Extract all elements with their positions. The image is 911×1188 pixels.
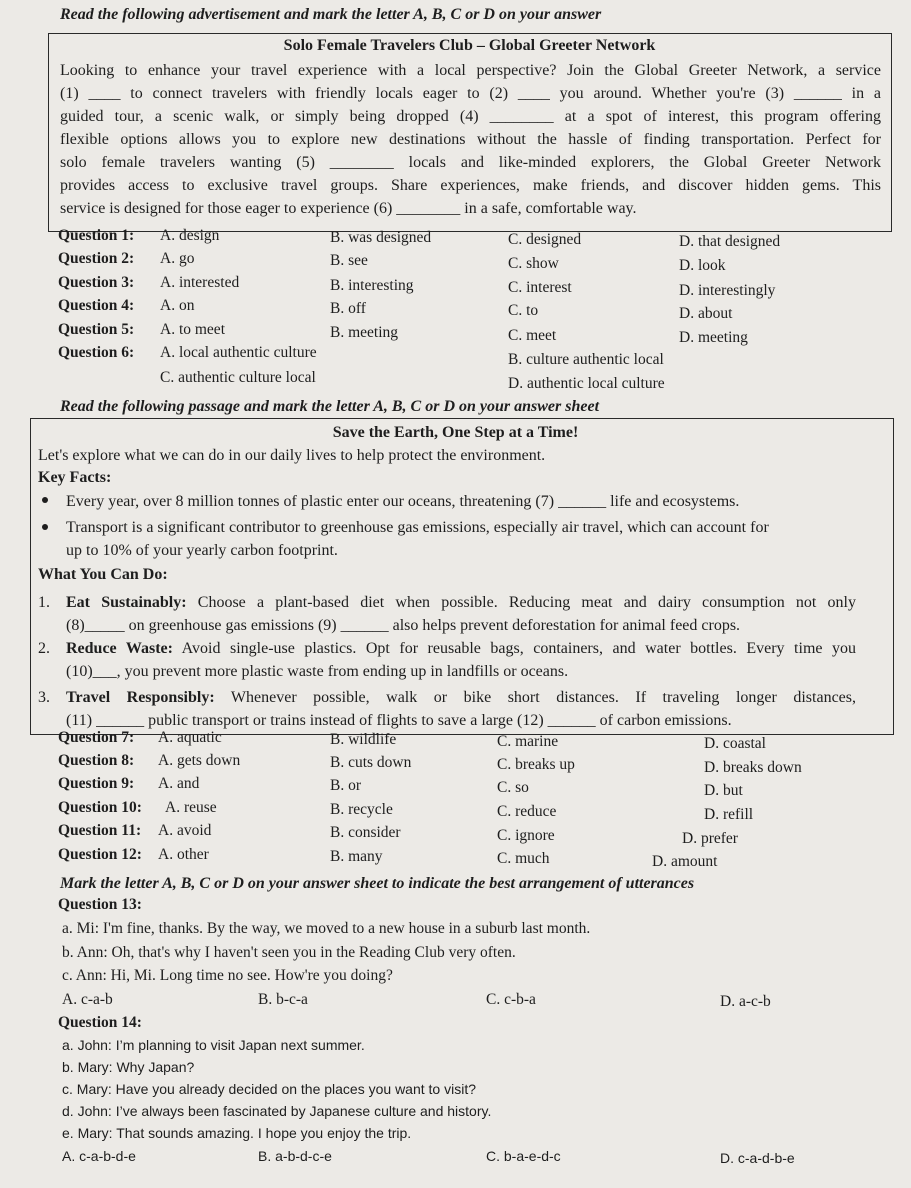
option-a[interactable]: A. on — [160, 297, 195, 314]
question-label: Question 11: — [58, 822, 142, 839]
bullet-fact-1: Every year, over 8 million tonnes of plastic enter our oceans, threatening (7) ______ life and ecosystems. — [66, 493, 740, 510]
question-label: Question 4: — [58, 297, 135, 314]
option-a[interactable]: A. interested — [160, 274, 240, 291]
option-b[interactable]: B. meeting — [330, 324, 399, 341]
question-label: Question 8: — [58, 752, 135, 769]
option-b[interactable]: B. or — [330, 777, 361, 794]
option-d[interactable]: D. c-a-d-b-e — [720, 1150, 795, 1166]
key-facts-heading: Key Facts: — [38, 469, 112, 486]
option-c[interactable]: C. so — [497, 779, 529, 796]
option-d[interactable]: D. prefer — [682, 830, 738, 847]
item2-line1 — [66, 637, 856, 660]
utterance: c. Ann: Hi, Mi. Long time no see. How're you doing? — [62, 967, 393, 984]
question-label: Question 12: — [58, 846, 142, 863]
option-b[interactable]: B. see — [330, 252, 368, 269]
question-label: Question 2: — [58, 250, 135, 267]
option-c[interactable]: C. to — [508, 302, 539, 319]
option-d[interactable]: D. coastal — [704, 735, 766, 752]
advertisement-text — [60, 59, 881, 220]
section2-instruction: Read the following passage and mark the letter A, B, C or D on your answer sheet — [60, 398, 600, 415]
question-label: Question 3: — [58, 274, 135, 291]
option-c[interactable]: C. b-a-e-d-c — [486, 1148, 561, 1164]
option-a[interactable]: A. to meet — [160, 321, 225, 338]
utterance: a. John: I’m planning to visit Japan next summer. — [62, 1037, 365, 1053]
question-label: Question 7: — [58, 729, 135, 746]
ad-line: service is designed for those eager to experience (6) ________ in a safe, comfortable way. — [60, 200, 637, 217]
option-b[interactable]: B. consider — [330, 824, 401, 841]
question-label: Question 13: — [58, 896, 142, 913]
option-a[interactable]: A. aquatic — [158, 729, 222, 746]
option-a[interactable]: A. design — [160, 227, 220, 244]
item1-text: Choose a plant-based diet when possible. Reducing meat and dairy consumption not only — [197, 594, 856, 611]
passage-intro: Let's explore what we can do in our daily lives to help protect the environment. — [38, 447, 546, 464]
bullet-fact-2-line2: up to 10% of your yearly carbon footprint. — [66, 542, 338, 559]
question-label: Question 5: — [58, 321, 135, 338]
option-c[interactable]: C. reduce — [497, 803, 557, 820]
ad-line: flexible options allows you to explore new destinations without the hassle of finding transportation. Perfect for — [60, 131, 881, 148]
option-c[interactable]: C. interest — [508, 279, 572, 296]
utterance: b. Mary: Why Japan? — [62, 1059, 195, 1075]
item3-text: Whenever possible, walk or bike short distances. If traveling longer distances, — [230, 689, 856, 706]
ad-line: solo female travelers wanting (5) ________ locals and like-minded explorers, the Global Greeter Network — [60, 154, 881, 171]
option-d[interactable]: D. a-c-b — [720, 993, 771, 1010]
ad-line: Looking to enhance your travel experience with a local perspective? Join the Global Greeter Network, a service — [60, 62, 881, 79]
question-label: Question 10: — [58, 799, 142, 816]
option-b[interactable]: B. was designed — [330, 229, 432, 246]
utterance: c. Mary: Have you already decided on the places you want to visit? — [62, 1081, 476, 1097]
option-b[interactable]: B. b-c-a — [258, 991, 308, 1008]
option-c[interactable]: C. c-b-a — [486, 991, 536, 1008]
item2-text: Avoid single-use plastics. Opt for reusable bags, containers, and water bottles. Every time you — [181, 640, 857, 657]
item3-line1 — [66, 686, 856, 709]
option-d[interactable]: D. but — [704, 782, 743, 799]
option-d[interactable]: D. about — [679, 305, 733, 322]
item3-heading: Travel Responsibly: — [66, 689, 215, 706]
option-a[interactable]: A. and — [158, 775, 200, 792]
option-c[interactable]: C. breaks up — [497, 756, 575, 773]
ad-line: provides access to exclusive travel groups. Share experiences, make friends, and discover hidden gems. This — [60, 177, 881, 194]
option-d[interactable]: D. amount — [652, 853, 718, 870]
question-label: Question 6: — [58, 344, 135, 361]
option-c[interactable]: C. authentic culture local — [160, 369, 316, 386]
item3-line2: (11) ______ public transport or trains instead of flights to save a large (12) ______ of carbon emissions. — [66, 712, 732, 729]
option-b[interactable]: B. cuts down — [330, 754, 412, 771]
option-c[interactable]: C. designed — [508, 231, 582, 248]
option-a[interactable]: A. reuse — [165, 799, 217, 816]
ad-line: guided tour, a scenic walk, or simply being dropped (4) ________ at a spot of interest, this program offering — [60, 108, 881, 125]
utterance: e. Mary: That sounds amazing. I hope you enjoy the trip. — [62, 1125, 412, 1141]
item2-heading: Reduce Waste: — [66, 640, 173, 657]
section1-instruction: Read the following advertisement and mark the letter A, B, C or D on your answer — [60, 6, 602, 23]
option-b[interactable]: B. culture authentic local — [508, 351, 664, 368]
utterance: b. Ann: Oh, that's why I haven't seen you in the Reading Club very often. — [62, 944, 516, 961]
option-a[interactable]: A. go — [160, 250, 195, 267]
option-c[interactable]: C. ignore — [497, 827, 555, 844]
option-c[interactable]: C. much — [497, 850, 550, 867]
item-number: 1. — [38, 594, 50, 611]
option-d[interactable]: D. interestingly — [679, 282, 776, 299]
item-number: 3. — [38, 689, 50, 706]
option-d[interactable]: D. authentic local culture — [508, 375, 665, 392]
question-label: Question 14: — [58, 1014, 142, 1031]
advertisement-title: Solo Female Travelers Club – Global Greeter Network — [283, 37, 656, 54]
utterance: a. Mi: I'm fine, thanks. By the way, we moved to a new house in a suburb last month. — [62, 920, 591, 937]
item-number: 2. — [38, 640, 50, 657]
option-d[interactable]: D. refill — [704, 806, 754, 823]
bullet-icon — [42, 524, 48, 530]
utterance: d. John: I’ve always been fascinated by Japanese culture and history. — [62, 1103, 492, 1119]
option-a[interactable]: A. avoid — [158, 822, 212, 839]
option-a[interactable]: A. gets down — [158, 752, 241, 769]
option-c[interactable]: C. marine — [497, 733, 559, 750]
option-d[interactable]: D. look — [679, 257, 726, 274]
option-b[interactable]: B. off — [330, 300, 366, 317]
option-d[interactable]: D. that designed — [679, 233, 781, 250]
what-you-can-do-heading: What You Can Do: — [38, 566, 168, 583]
option-a[interactable]: A. c-a-b — [62, 991, 113, 1008]
passage-title: Save the Earth, One Step at a Time! — [332, 424, 579, 441]
bullet-fact-2-line1: Transport is a significant contributor to greenhouse gas emissions, especially air travel, which can account for — [66, 519, 769, 536]
item1-line2: (8)_____ on greenhouse gas emissions (9) ______ also helps prevent deforestation for animal feed crops. — [66, 617, 741, 634]
item2-line2: (10)___, you prevent more plastic waste from ending up in landfills or oceans. — [66, 663, 569, 680]
option-b[interactable]: B. many — [330, 848, 383, 865]
item1-line1 — [66, 591, 856, 614]
option-d[interactable]: D. meeting — [679, 329, 748, 346]
question-label: Question 9: — [58, 775, 135, 792]
option-c[interactable]: C. show — [508, 255, 559, 272]
question-label: Question 1: — [58, 227, 135, 244]
option-b[interactable]: B. recycle — [330, 801, 393, 818]
option-b[interactable]: B. wildlife — [330, 731, 397, 748]
option-c[interactable]: C. meet — [508, 327, 557, 344]
option-d[interactable]: D. breaks down — [704, 759, 802, 776]
item1-heading: Eat Sustainably: — [66, 594, 187, 611]
option-b[interactable]: B. a-b-d-c-e — [258, 1148, 332, 1164]
option-a[interactable]: A. other — [158, 846, 209, 863]
section3-instruction: Mark the letter A, B, C or D on your answer sheet to indicate the best arrangement of utterances — [60, 875, 695, 892]
option-a[interactable]: A. local authentic culture — [160, 344, 317, 361]
bullet-icon — [42, 497, 48, 503]
option-a[interactable]: A. c-a-b-d-e — [62, 1148, 136, 1164]
ad-line: (1) ____ to connect travelers with friendly locals eager to (2) ____ you around. Whether you're (3) ______ in a — [60, 85, 881, 102]
option-b[interactable]: B. interesting — [330, 277, 414, 294]
